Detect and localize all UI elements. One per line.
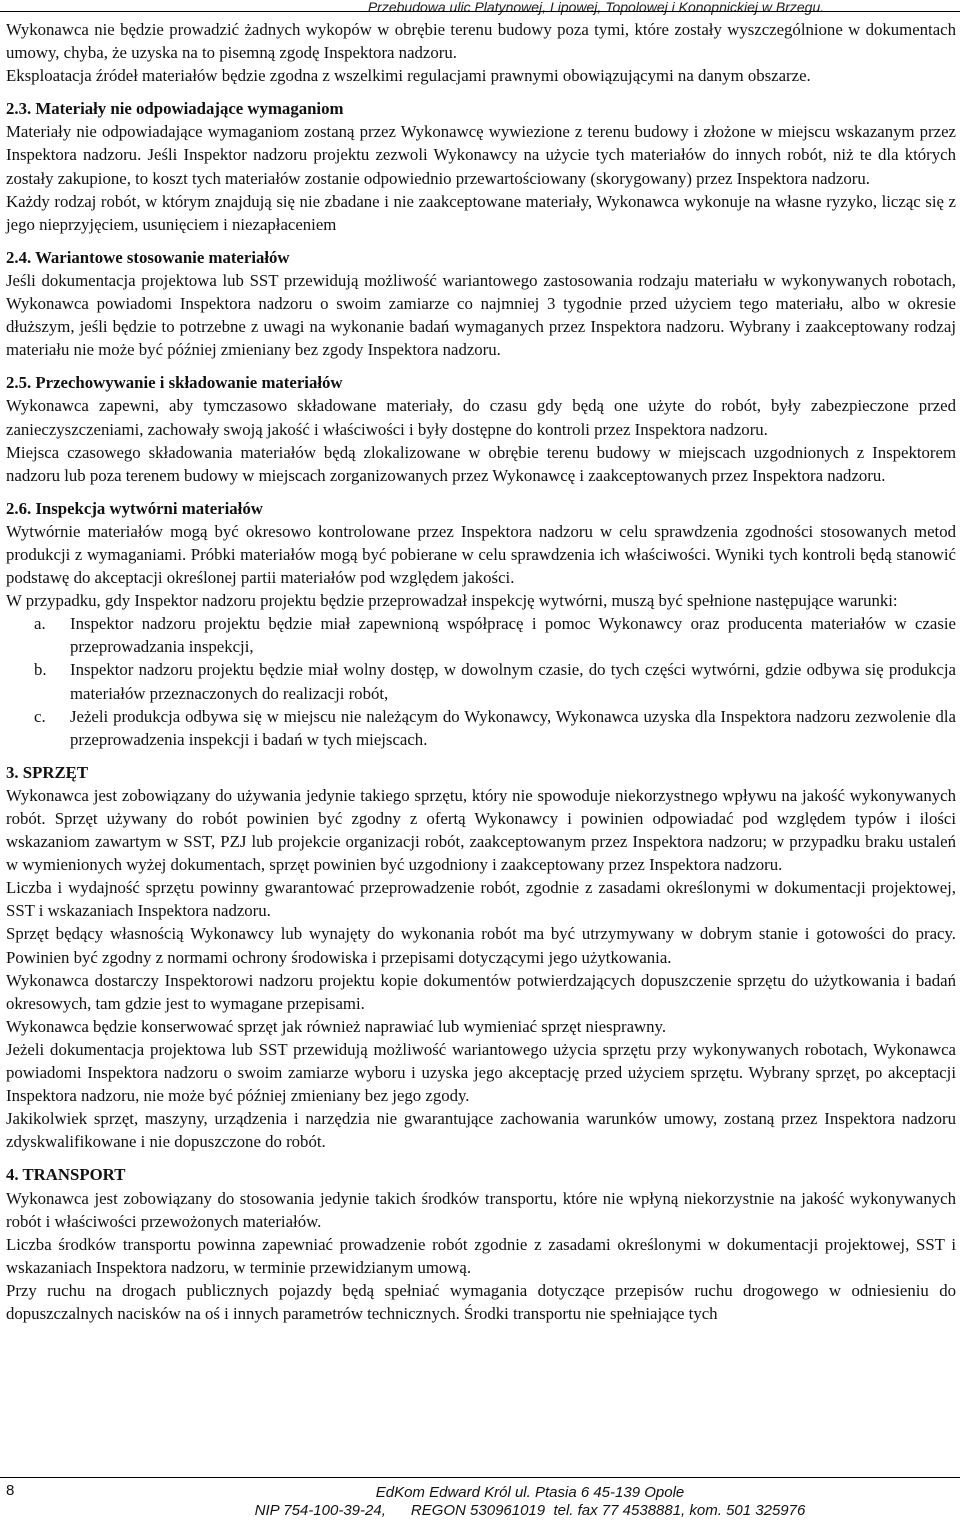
paragraph: Jeśli dokumentacja projektowa lub SST przewidują możliwość wariantowego zastosowania rodzaju materiału w wykonywanych robotach, Wykonawca powiadomi Inspektora nadzoru o swoim zamiarze co najmniej 3 tygodnie przed użyciem tego materiału, albo w okresie dłuższym, jeśli będzie to potrzebne z uwagi na wykonanie badań wymaganych przez Inspektora nadzoru. Wybrany i zaakceptowany rodzaj materiału nie może być później zmieniany bez zgody Inspektora nadzoru. xyxy=(6,270,956,360)
intro-paragraph: Eksploatacja źródeł materiałów będzie zgodna z wszelkimi regulacjami prawnymi obowiązującymi na danym obszarze. xyxy=(6,66,811,86)
paragraph: Miejsca czasowego składowania materiałów będą zlokalizowane w obrębie terenu budowy w miejscach uzgodnionych z Inspektorem nadzoru lub poza terenem budowy w miejscach zorganizowanych przez Wykonawcę i zaakceptowanych przez Inspektora nadzoru. xyxy=(6,442,956,485)
section-heading-2-4: 2.4. Wariantowe stosowanie materiałów xyxy=(6,247,290,267)
paragraph: Wykonawca zapewni, aby tymczasowo składowane materiały, do czasu gdy będą one użyte do robót, były zabezpieczone przed zanieczyszczeniami, zachowały swoją jakość i właściwości i były dostępne do kontroli przez Inspektora nadzoru. xyxy=(6,396,956,439)
section-heading-4: 4. TRANSPORT xyxy=(6,1165,126,1185)
intro-paragraph: Wykonawca nie będzie prowadzić żadnych wykopów w obrębie terenu budowy poza tymi, które zostały wyszczególnione w dokumentach umowy, chyba, że uzyska na to pisemną zgodę Inspektora nadzoru. xyxy=(6,20,956,63)
header-title: Przebudowa ulic Platynowej, Lipowej, Topolowej i Konopnickiej w Brzegu. xyxy=(367,0,825,15)
footer-rule xyxy=(0,1477,960,1478)
page-footer xyxy=(0,1484,960,1520)
list-marker: b. xyxy=(34,660,47,680)
list-item xyxy=(6,612,956,658)
document-body xyxy=(6,18,956,1325)
paragraph: Przy ruchu na drogach publicznych pojazdy będą spełniać wymagania dotyczące przepisów ruchu drogowego w odniesieniu do dopuszczalnych nacisków na oś i innych parametrów technicznych. Środki transportu nie spełniające tych xyxy=(6,1280,956,1323)
paragraph: Wykonawca jest zobowiązany do stosowania jedynie takich środków transportu, które nie wpłyną niekorzystnie na jakość wykonywanych robót i właściwości przewożonych materiałów. xyxy=(6,1188,956,1231)
paragraph: Liczba środków transportu powinna zapewniać prowadzenie robót zgodnie z zasadami określonymi w dokumentacji projektowej, SST i wskazaniach Inspektora nadzoru, w terminie przewidzianym umową. xyxy=(6,1234,956,1277)
paragraph: W przypadku, gdy Inspektor nadzoru projektu będzie przeprowadzał inspekcję wytwórni, muszą być spełnione następujące warunki: xyxy=(6,591,898,611)
page-number: 8 xyxy=(6,1482,15,1499)
paragraph: Wykonawca będzie konserwować sprzęt jak również naprawiać lub wymieniać sprzęt niesprawny. xyxy=(6,1016,667,1036)
list-marker: c. xyxy=(34,706,46,726)
list-item xyxy=(6,658,956,704)
paragraph: Wytwórnie materiałów mogą być okresowo kontrolowane przez Inspektora nadzoru w celu sprawdzenia zgodności stosowanych metod produkcji z wymaganiami. Próbki materiałów mogą być pobierane w celu sprawdzenia ich właściwości. Wyniki tych kontroli będą stanowić podstawę do akceptacji określonej partii materiałów pod względem jakości. xyxy=(6,521,956,588)
paragraph: Sprzęt będący własnością Wykonawcy lub wynajęty do wykonania robót ma być utrzymywany w dobrym stanie i gotowości do pracy. Powinien być zgodny z normami ochrony środowiska i przepisami dotyczącymi jego użytkowania. xyxy=(6,924,956,967)
paragraph: Liczba i wydajność sprzętu powinny gwarantować przeprowadzenie robót, zgodnie z zasadami określonymi w dokumentacji projektowej, SST i wskazaniach Inspektora nadzoru. xyxy=(6,878,956,921)
footer-company-line: EdKom Edward Król ul. Ptasia 6 45-139 Opole xyxy=(375,1484,685,1501)
list-item-text: Inspektor nadzoru projektu będzie miał zapewnioną współpracę i pomoc Wykonawcy oraz producenta materiałów w czasie przeprowadzania inspekcji, xyxy=(70,614,956,657)
section-heading-2-3: 2.3. Materiały nie odpowiadające wymaganiom xyxy=(6,99,344,119)
section-heading-2-5: 2.5. Przechowywanie i składowanie materiałów xyxy=(6,373,343,393)
list-item-text: Jeżeli produkcja odbywa się w miejscu nie należącym do Wykonawcy, Wykonawca uzyska dla Inspektora nadzoru zezwolenie dla przeprowadzenia inspekcji i badań w tych miejscach. xyxy=(70,706,956,749)
list-marker: a. xyxy=(34,614,46,634)
paragraph: Jeżeli dokumentacja projektowa lub SST przewidują możliwość wariantowego użycia sprzętu przy wykonywanych robotach, Wykonawca powiadomi Inspektora nadzoru o swoim zamiarze wyboru i uzyska jego akceptację przed użyciem sprzętu. Wybrany sprzęt, po akceptacji Inspektora nadzoru, nie może być później zmieniany bez jego zgody. xyxy=(6,1039,956,1106)
paragraph: Jakikolwiek sprzęt, maszyny, urządzenia i narzędzia nie gwarantujące zachowania warunków umowy, zostaną przez Inspektora nadzoru zdyskwalifikowane i nie dopuszczone do robót. xyxy=(6,1109,956,1152)
paragraph: Materiały nie odpowiadające wymaganiom zostaną przez Wykonawcę wywiezione z terenu budowy i złożone w miejscu wskazanym przez Inspektora nadzoru. Jeśli Inspektor nadzoru projektu zezwoli Wykonawcy na użycie tych materiałów do innych robót, niż te dla których zostały zakupione, to koszt tych materiałów zostanie odpowiednio przewartościowany (skorygowany) przez Inspektora nadzoru. xyxy=(6,122,956,188)
section-heading-3: 3. SPRZĘT xyxy=(6,762,89,782)
page-header xyxy=(0,0,960,14)
paragraph: Wykonawca jest zobowiązany do używania jedynie takiego sprzętu, który nie spowoduje niekorzystnego wpływu na jakość wykonywanych robót. Sprzęt używany do robót powinien być zgodny z ofertą Wykonawcy i powinien odpowiadać pod względem typów i ilości wskazaniom zawartym w SST, PZJ lub projekcie organizacji robót, zaakceptowanym przez Inspektora nadzoru; w przypadku braku ustaleń w wymienionych wyżej dokumentach, sprzęt powinien być uzgodniony i zaakceptowany przez Inspektora nadzoru. xyxy=(6,785,956,875)
paragraph: Każdy rodzaj robót, w którym znajdują się nie zbadane i nie zaakceptowane materiały, Wykonawca wykonuje na własne ryzyko, licząc się z jego nieprzyjęciem, usunięciem i niezapłaceniem xyxy=(6,191,956,234)
paragraph: Wykonawca dostarczy Inspektorowi nadzoru projektu kopie dokumentów potwierdzających dopuszczenie sprzętu do użytkowania i badań okresowych, tam gdzie jest to wymagane przepisami. xyxy=(6,970,956,1013)
list-item xyxy=(6,705,956,751)
list-item-text: Inspektor nadzoru projektu będzie miał wolny dostęp, w dowolnym czasie, do tych części wytwórni, gdzie odbywa się produkcja materiałów przeznaczonych do realizacji robót, xyxy=(70,660,956,703)
header-rule xyxy=(0,11,960,12)
footer-registration-line: NIP 754-100-39-24, REGON 530961019 tel. fax 77 4538881, kom. 501 325976 xyxy=(254,1502,806,1519)
conditions-list xyxy=(6,612,956,751)
section-heading-2-6: 2.6. Inspekcja wytwórni materiałów xyxy=(6,498,263,518)
